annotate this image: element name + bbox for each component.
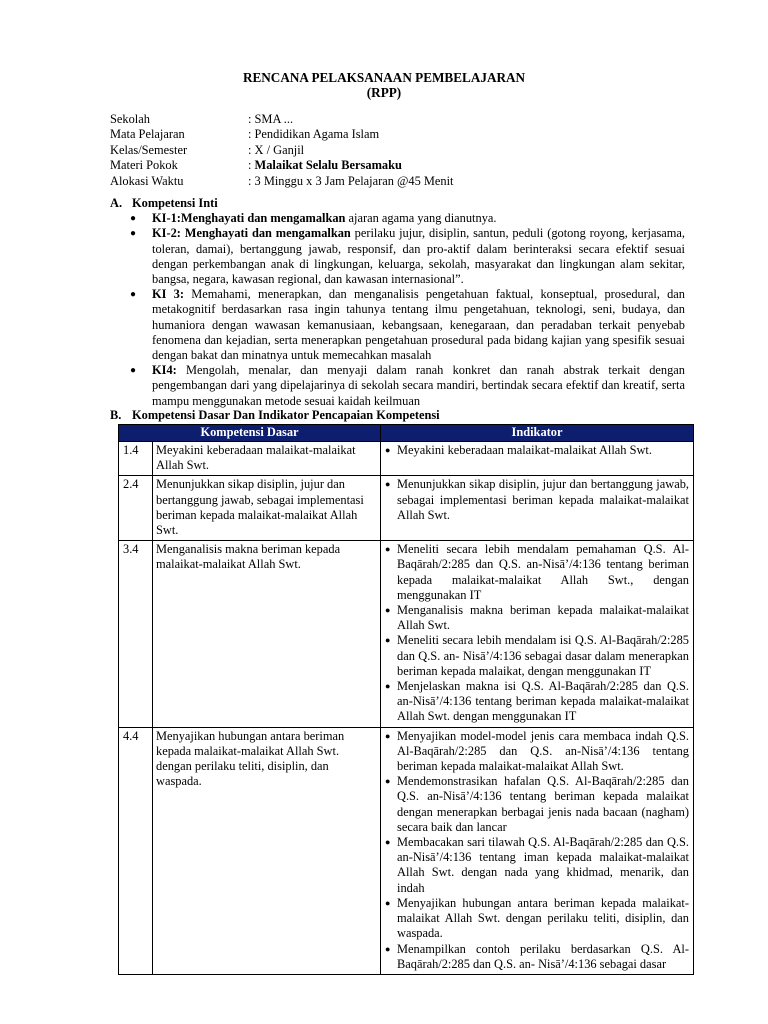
kd-number: 4.4 xyxy=(119,727,153,974)
indicator-item: ● Mendemonstrasikan hafalan Q.S. Al-Baqārah/2:285 dan Q.S. an-Nisā’/4:136 tentang beriman kepada malaikat dengan menerapkan berbagai jenis nada bacaan (nagham) secara baik dan lancar xyxy=(385,774,689,834)
indicator-item: ● Menganalisis makna beriman kepada malaikat-malaikat Allah Swt. xyxy=(385,603,689,633)
indicator-item: ● Meneliti secara lebih mendalam isi Q.S. Al-Baqārah/2:285 dan Q.S. an- Nisā’/4:136 sebagai dasar dalam menerapkan beriman kepada malaikat, dengan menggunakan IT xyxy=(385,633,689,678)
indicator-cell xyxy=(381,541,694,727)
bullet-icon: ● xyxy=(385,605,391,616)
bullet-icon: ● xyxy=(385,544,391,555)
ki-bold: KI 3: xyxy=(152,287,185,302)
bullet-icon: ● xyxy=(385,479,391,490)
identity-value xyxy=(248,158,402,173)
identity-label: Sekolah xyxy=(110,112,150,126)
indicator-item: ● Menjelaskan makna isi Q.S. Al-Baqārah/2:285 dan Q.S. an-Nisā’/4:136 tentang beriman kepada malaikat-malaikat Allah Swt. dengan menggunakan IT xyxy=(385,679,689,724)
bullet-icon: ● xyxy=(130,228,137,240)
bullet-icon: ● xyxy=(385,776,391,787)
indicator-item: ● Meyakini keberadaan malaikat-malaikat Allah Swt. xyxy=(385,443,652,457)
identity-value-prefix: : xyxy=(248,158,255,173)
identity-value: : SMA ... xyxy=(248,112,294,126)
indicator-item: ● Membacakan sari tilawah Q.S. Al-Baqārah/2:285 dan Q.S. an-Nisā’/4:136 tentang iman kepada malaikat-malaikat Allah Swt. dengan nada yang khidmad, menarik, dan indah xyxy=(385,835,689,895)
bullet-icon: ● xyxy=(385,943,391,954)
bullet-icon: ● xyxy=(385,730,391,741)
header-indikator: Indikator xyxy=(381,425,694,442)
ki-bold: KI-1:Menghayati dan mengamalkan xyxy=(152,211,346,226)
indicator-cell xyxy=(381,442,694,476)
header-kompetensi-dasar: Kompetensi Dasar xyxy=(119,425,381,442)
bullet-icon: ● xyxy=(385,897,391,908)
ki-text: ajaran agama yang dianutnya. xyxy=(345,211,497,226)
kd-text: Menunjukkan sikap disiplin, jujur dan bertanggung jawab, sebagai implementasi beriman kepada malaikat-malaikat Allah Swt. xyxy=(153,476,381,541)
identity-row xyxy=(110,127,454,142)
section-heading xyxy=(110,408,700,423)
indicator-cell xyxy=(381,727,694,974)
bullet-icon: ● xyxy=(385,681,391,692)
kd-number: 3.4 xyxy=(119,541,153,727)
kd-text: Menganalisis makna beriman kepada malaikat-malaikat Allah Swt. xyxy=(153,541,381,727)
table-row xyxy=(119,476,694,541)
section-number: B. xyxy=(110,408,122,422)
indicator-item: ● Menunjukkan sikap disiplin, jujur dan bertanggung jawab, sebagai implementasi beriman kepada malaikat-malaikat Allah Swt. xyxy=(385,477,689,522)
section-title: Kompetensi Dasar Dan Indikator Pencapaian Kompetensi xyxy=(132,408,440,422)
identity-row xyxy=(110,174,454,189)
indicator-item: ● Menyajikan model-model jenis cara membaca indah Q.S. Al-Baqārah/2:285 dan Q.S. an-Nisā’/4:136 tentang beriman kepada malaikat-malaikat Allah Swt. xyxy=(385,728,689,774)
section-number: A. xyxy=(110,196,123,210)
identity-value: : X / Ganjil xyxy=(248,142,305,157)
bullet-icon: ● xyxy=(130,365,137,377)
ki-item xyxy=(130,211,685,226)
identity-label: Kelas/Semester xyxy=(110,142,188,157)
identity-label: Materi Pokok xyxy=(110,158,178,173)
section-title: Kompetensi Inti xyxy=(132,196,218,210)
kd-text: Meyakini keberadaan malaikat-malaikat Allah Swt. xyxy=(153,442,381,476)
document-subtitle: (RPP) xyxy=(366,85,402,100)
identity-block xyxy=(110,112,454,189)
indicator-item: ● Menyajikan hubungan antara beriman kepada malaikat-malaikat Allah Swt. dengan perilaku teliti, disiplin, dan waspada. xyxy=(385,895,689,941)
section-heading xyxy=(110,196,685,211)
table-row xyxy=(119,727,694,974)
kd-number: 1.4 xyxy=(119,442,153,476)
table-row xyxy=(119,541,694,727)
identity-value: : 3 Minggu x 3 Jam Pelajaran @45 Menit xyxy=(248,173,454,188)
section-kompetensi-dasar xyxy=(110,408,700,423)
ki-item xyxy=(130,363,685,409)
bullet-icon: ● xyxy=(385,635,391,646)
kd-indicator-table xyxy=(118,424,694,975)
identity-label: Mata Pelajaran xyxy=(110,127,185,142)
table-header-row xyxy=(119,425,694,442)
document-title: RENCANA PELAKSANAAN PEMBELAJARAN xyxy=(242,70,526,85)
ki-item xyxy=(130,226,685,287)
ki-text: Memahami, menerapkan, dan menganalisis pengetahuan faktual, konseptual, prosedural, dan metakognitif berdasarkan rasa ingin tahunya tentang ilmu pengetahuan, teknologi, seni, budaya, dan humaniora dengan wawasan kemanusiaan, kebangsaan, kenegaraan, dan peradaban terkait penyebab fenomena dan kejadian, serta menerapkan pengetahuan prosedural pada bidang kajian yang spesifik sesuai dengan bakat dan minatnya untuk memecahkan masalah xyxy=(152,287,685,363)
indicator-item: ● Menampilkan contoh perilaku berdasarkan Q.S. Al-Baqārah/2:285 dan Q.S. an- Nisā’/4:136 sebagai dasar xyxy=(385,941,689,971)
identity-row xyxy=(110,112,454,127)
ki-bold: KI-2: Menghayati dan mengamalkan xyxy=(152,226,351,241)
ki-bold: KI4: xyxy=(152,363,177,378)
bullet-icon: ● xyxy=(130,289,137,301)
materi-pokok-value: Malaikat Selalu Bersamaku xyxy=(254,158,402,173)
identity-label: Alokasi Waktu xyxy=(110,173,184,188)
bullet-icon: ● xyxy=(385,837,391,848)
ki-list xyxy=(110,211,685,409)
identity-row xyxy=(110,158,454,173)
indicator-cell xyxy=(381,476,694,541)
indicator-item: ● Meneliti secara lebih mendalam pemahaman Q.S. Al-Baqārah/2:285 dan Q.S. an-Nisā’/4:136 tentang beriman kepada malaikat-malaikat Allah Swt., dengan menggunakan IT xyxy=(385,542,689,602)
bullet-icon: ● xyxy=(130,213,137,225)
ki-text: perilaku jujur, disiplin, santun, peduli (gotong royong, kerjasama, toleran, damai), bertanggung jawab, responsif, dan pro-aktif dalam berinteraksi secara efektif sesuai dengan perkembangan anak di lingkungan, keluarga, sekolah, masyarakat dan lingkungan alam sekitar, bangsa, negara, kawasan regional, dan kawasan internasional”. xyxy=(152,226,685,287)
kd-number: 2.4 xyxy=(119,476,153,541)
table-row xyxy=(119,442,694,476)
bullet-icon: ● xyxy=(385,445,391,455)
section-kompetensi-inti xyxy=(110,196,685,409)
ki-text: Mengolah, menalar, dan menyaji dalam ranah konkret dan ranah abstrak terkait dengan pengembangan dari yang dipelajarinya di sekolah secara mandiri, bertindak secara efektif dan kreatif, serta mampu menggunakan metode sesuai kaidah keilmuan xyxy=(152,363,685,408)
identity-value: : Pendidikan Agama Islam xyxy=(248,127,380,142)
ki-item xyxy=(130,287,685,363)
identity-row xyxy=(110,143,454,158)
kd-text: Menyajikan hubungan antara beriman kepada malaikat-malaikat Allah Swt. dengan perilaku teliti, disiplin, dan waspada. xyxy=(153,727,381,974)
